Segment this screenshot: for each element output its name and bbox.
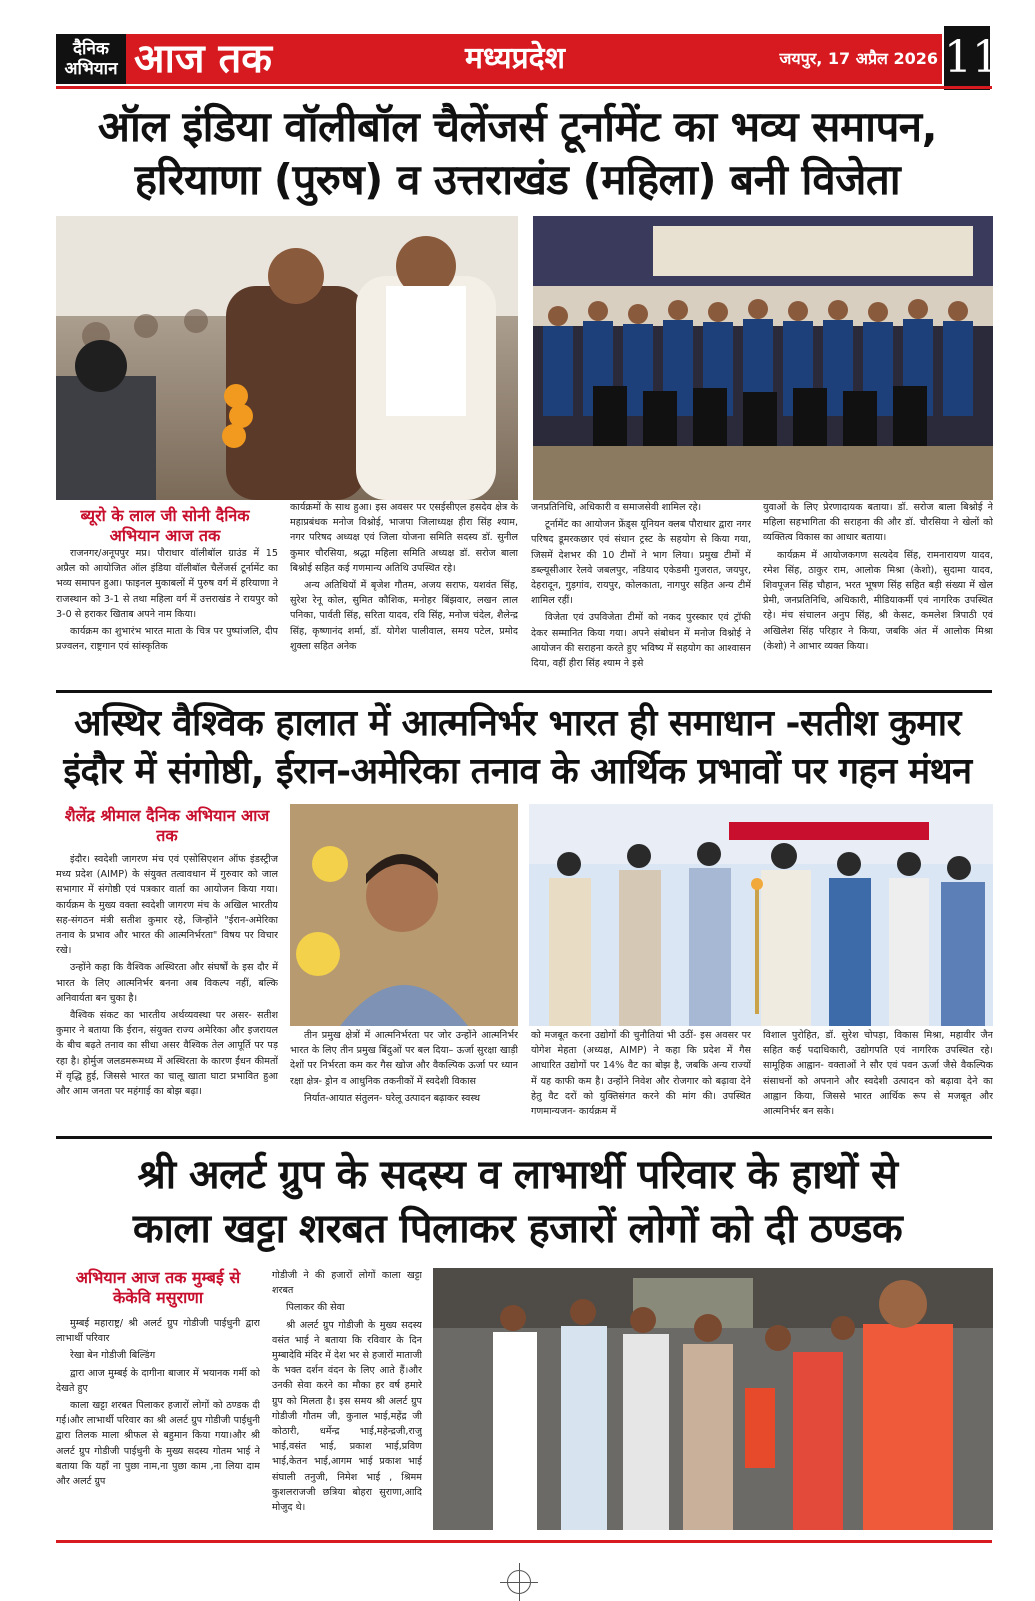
story2-col1-para3: वैश्विक संकट का भारतीय अर्थव्यवस्था पर असर- सतीश कुमार ने बताया कि ईरान, संयुक्त राज्य अमेरिका और इजरायल के बीच बढ़ते तनाव का सीधा असर वैश्विक तेल आपूर्ति पर पड़ रहा है। होर्मुज जलडमरूमध्य में अस्थिरता के कारण ईंधन कीमतों में वृद्धि हुई, जिससे भारत का चालू खाता घाटा प्रभावित हुआ और आम जनता पर महंगाई का बोझ बढ़ा। bbox=[56, 1010, 278, 1098]
story2-col2-para2: निर्यात-आयात संतुलन- घरेलू उत्पादन बढ़ाकर स्वस्थ bbox=[304, 1092, 481, 1104]
story1-col1-para1: राजनगर/अनूपपुर मप्र। पौराधार वॉलीबॉल ग्राउंड में 15 अप्रैल को आयोजित ऑल इंडिया वॉलीबॉल चैलेंजर्स टूर्नामेंट का भव्य समापन हुआ। फाइनल मुकाबलों में पुरुष वर्ग में हरियाणा ने राजस्थान को 3-1 से तथा महिला वर्ग में उत्तराखंड ने रायपुर को 3-0 से हराकर खिताब अपने नाम किया। bbox=[56, 548, 278, 620]
story3-column-2 bbox=[272, 1268, 422, 1536]
story1-col4-para2: कार्यक्रम में आयोजकगण सत्यदेव सिंह, रामनारायण यादव, रमेश सिंह, ठाकुर राम, आलोक मिश्रा (केशो), सुदामा यादव, शिवपूजन सिंह चौहान, भरत भूषण सिंह सहित बड़ी संख्या में खेल प्रेमी, जनप्रतिनिधि, अधिकारी, मीडियाकर्मी एवं नागरिक उपस्थित रहे। मंच संचालन अनुप सिंह, श्री केसट, कमलेश त्रिपाठी एवं अखिलेश सिंह परिहार ने किया, जबकि अंत में आलोक मिश्रा (केशो) ने आभार व्यक्त किया। bbox=[763, 549, 993, 652]
story1-headline bbox=[40, 100, 995, 210]
story1-headline-line1: ऑल इंडिया वॉलीबॉल चैलेंजर्स टूर्नामेंट का भव्य समापन, bbox=[97, 102, 938, 151]
story2-col3-para1: को मजबूत करना उद्योगों की चुनौतियां भी उठीं- इस अवसर पर योगेश मेहता (अध्यक्ष, AIMP) ने कहा कि प्रदेश में गैस आधारित उद्योगों पर 14% वैट का बोझ है, जबकि अन्य राज्यों में यह काफी कम है। उन्होंने निवेश और रोजगार को बढ़ावा देने हेतु वैट दरों को युक्तिसंगत करने की मांग की। उपस्थित गणमान्यजन- कार्यक्रम में bbox=[531, 1030, 751, 1118]
story2-byline: शैलेंद्र श्रीमाल दैनिक अभियान आज तक bbox=[64, 806, 270, 845]
story3-col2-para1: गोडीजी ने की हजारों लोगों काला खट्टा शरबत bbox=[272, 1270, 422, 1297]
story1-column-4 bbox=[763, 500, 993, 686]
story2-column-1 bbox=[56, 852, 278, 1132]
story2-column-4 bbox=[763, 1028, 993, 1132]
story2-col1-para2: उन्होंने कहा कि वैश्विक अस्थिरता और संघर्षों के इस दौर में भारत के लिए आत्मनिर्भर बनना अब विकल्प नहीं, बल्कि अनिवार्यता बन चुका है। bbox=[56, 962, 278, 1004]
story1-byline: ब्यूरो के लाल जी सोनी दैनिक अभियान आज तक bbox=[80, 506, 250, 545]
story1-photo-felicitation-art bbox=[56, 216, 518, 500]
story2-headline-line2: इंदौर में संगोष्ठी, ईरान-अमेरिका तनाव के आर्थिक प्रभावों पर गहन मंथन bbox=[63, 751, 972, 792]
story2-photo-portrait bbox=[290, 804, 518, 1026]
story1-col3-para3: विजेता एवं उपविजेता टीमों को नकद पुरस्कार एवं ट्रॉफी देकर सम्मानित किया गया। अपने संबोधन में मनोज विश्नोई ने आयोजन की सराहना करते हुए भविष्य में सहयोग का आश्वासन दिया, वहीं हीरा सिंह श्याम ने इसे bbox=[531, 612, 751, 670]
page-number: 11 bbox=[944, 26, 990, 90]
story3-headline-line1: श्री अलर्ट ग्रुप के सदस्य व लाभार्थी परिवार के हाथों से bbox=[137, 1152, 898, 1198]
story1-col2-para1: कार्यक्रमों के साथ हुआ। इस अवसर पर एसईसीएल हसदेव क्षेत्र के महाप्रबंधक मनोज विश्नोई, भाजपा जिलाध्यक्ष हीरा सिंह श्याम, नगर परिषद अध्यक्ष एवं जिला योजना समिति सदस्य डॉ. सुनील कुमार चौरसिया, श्रद्धा महिला समिति अध्यक्ष डॉ. सरोज बाला बिश्नोई सहित कई गणमान्य अतिथि उपस्थित रहे। bbox=[290, 502, 518, 574]
story3-photo-group-art bbox=[433, 1268, 993, 1530]
masthead-rule bbox=[56, 86, 992, 89]
story2-col2-para1: तीन प्रमुख क्षेत्रों में आत्मनिर्भरता पर जोर उन्होंने आत्मनिर्भर भारत के लिए तीन प्रमुख बिंदुओं पर बल दिया– ऊर्जा सुरक्षा खाड़ी देशों पर निर्भरता कम कर गैस खोज और वैकल्पिक ऊर्जा पर ध्यान रक्षा क्षेत्र- ड्रोन व आधुनिक तकनीकों में स्वदेशी विकास bbox=[290, 1030, 518, 1087]
story3-photo-group bbox=[433, 1268, 993, 1530]
registration-mark-icon bbox=[507, 1570, 531, 1594]
story2-photo-event-art bbox=[529, 804, 993, 1026]
story3-col1-para3: द्वारा आज मुम्बई के दागीना बाजार में भयानक गर्मी को देखते हुए bbox=[56, 1367, 260, 1394]
story1-photo-felicitation bbox=[56, 216, 518, 500]
story1-headline-line2: हरियाणा (पुरुष) व उत्तराखंड (महिला) बनी विजेता bbox=[134, 155, 901, 204]
story3-byline: अभियान आज तक मुम्बई से केकेवि मसुराणा bbox=[75, 1268, 241, 1307]
story1-col1-para2: कार्यक्रम का शुभारंभ भारत माता के चित्र पर पुष्पांजलि, दीप प्रज्वलन, राष्ट्रगान एवं सांस्कृतिक bbox=[56, 626, 278, 653]
masthead-brand: आज तक bbox=[134, 35, 273, 82]
story1-col2-para2: अन्य अतिथियों में बृजेश गौतम, अजय सराफ, यशवंत सिंह, सुरेश रेनू कोल, सुमित कौशिक, मनोहर बिंझवार, लखन लाल पनिका, पार्वती सिंह, सरिता यादव, रवि सिंह, मनोज चंदेल, शैलेन्द्र सिंह, कृष्णानंद शर्मा, डॉ. योगेश पालीवाल, समय पटेल, प्रमोद शुक्ला सहित अनेक bbox=[290, 580, 518, 652]
story1-column-3 bbox=[531, 500, 751, 686]
story1-col4-para1: युवाओं के लिए प्रेरणादायक बताया। डॉ. सरोज बाला बिश्नोई ने महिला सहभागिता की सराहना की और डॉ. चौरसिया ने खेलों को व्यक्तित्व विकास का आधार बताया। bbox=[763, 502, 993, 544]
story3-column-1 bbox=[56, 1316, 260, 1536]
story3-col1-para2: रेखा बेन गोडीजी बिल्डिंग bbox=[70, 1350, 156, 1362]
story1-photo-team-art bbox=[533, 216, 993, 500]
story1-column-1 bbox=[56, 546, 278, 686]
story2-col1-para1: इंदौर। स्वदेशी जागरण मंच एवं एसोसिएशन ऑफ इंडस्ट्रीज मध्य प्रदेश (AIMP) के संयुक्त तत्वावधान में गुरुवार को जाल सभागार में संगोष्ठी एवं पत्रकार वार्ता का आयोजन किया गया। कार्यक्रम के मुख्य वक्ता स्वदेशी जागरण मंच के अखिल भारतीय सह-संगठन मंत्री सतीश कुमार रहे, जिन्होंने "ईरान-अमेरिका तनाव के प्रभाव और भारत की आत्मनिर्भरता" विषय पर विचार रखे। bbox=[56, 854, 278, 957]
story2-column-3 bbox=[531, 1028, 751, 1132]
story2-photo-portrait-art bbox=[290, 804, 518, 1026]
masthead-logo: दैनिक अभियान bbox=[56, 34, 126, 84]
masthead-dateline: जयपुर, 17 अप्रैल 2026 bbox=[779, 49, 938, 68]
story1-photo-team bbox=[533, 216, 993, 500]
story3-col1-para1: मुम्बई महाराष्ट्र/ श्री अलर्ट ग्रुप गोडीजी पाईधुनी द्वारा लाभार्थी परिवार bbox=[56, 1318, 260, 1345]
story1-col3-para1: जनप्रतिनिधि, अधिकारी व समाजसेवी शामिल रहे। bbox=[531, 502, 702, 513]
story-divider-2 bbox=[56, 1136, 992, 1139]
story-divider-1 bbox=[56, 690, 992, 693]
story1-col3-para2: टूर्नामेंट का आयोजन फ्रेंड्स यूनियन क्लब पौराधार द्वारा नगर परिषद डूमरकछार एवं संधान ट्रस्ट के सहयोग से किया गया, जिसमें देशभर की 10 टीमों ने भाग लिया। प्रमुख टीमों में डब्ल्यूसीआर रेलवे जबलपुर, नडियाद एकेडमी गुजरात, जयपुर, देहरादून, गुड़गांव, रायपुर, कोलकाता, नागपुर सहित अन्य टीमें शामिल रहीं। bbox=[531, 519, 751, 607]
story3-col2-para2: पिलाकर की सेवा bbox=[286, 1302, 345, 1314]
bottom-rule bbox=[56, 1540, 992, 1543]
story2-column-2 bbox=[290, 1028, 518, 1132]
story2-headline-line1: अस्थिर वैश्विक हालात में आत्मनिर्भर भारत ही समाधान -सतीश कुमार bbox=[74, 703, 961, 744]
story3-headline-line2: काला खट्टा शरबत पिलाकर हजारों लोगों को दी ठण्डक bbox=[132, 1206, 903, 1252]
masthead-state: मध्यप्रदेश bbox=[464, 41, 566, 76]
story3-headline bbox=[40, 1148, 995, 1260]
story1-column-2 bbox=[290, 500, 518, 686]
story3-col2-para3: श्री अलर्ट ग्रुप गोडीजी के मुख्य सदस्य वसंत भाई ने बताया कि रविवार के दिन मुम्बादेवि मंदिर में देश भर से हजारों माताजी के भक्त दर्शन वंदन के लिए आते हैं।और उनकी सेवा करने का मौका हर वर्ष हमारे ग्रुप को मिलता है। इस समय श्री अलर्ट ग्रुप गोडीजी गौतम जी, कुनाल भाई,महेंद्र जी कोठारी, धर्मेन्द्र भाई,महेन्द्रजी,राजु भाई,वसंत भाई, प्रकाश भाई,प्रविण भाई,केतन भाई,आगम भाई प्रकाश भाई संघाली तनुजी, निमेश भाई , श्रिमम कुशलराजजी छत्रिया बोहरा सुराणा,आदि मोजुद थे। bbox=[272, 1319, 422, 1514]
story3-col1-para4: काला खट्टा शरबत पिलाकर हजारों लोगों को ठण्डक दी गई।और लाभार्थी परिवार का श्री अलर्ट ग्रुप गोडीजी पाईधुनी द्वारा तिलक माला श्रीफल से बहुमान किया गया।और श्री अलर्ट ग्रुप गोडीजी पाईधुनी के मुख्य सदस्य गोतम भाई ने बताया कि यहाँ ना पुछा नाम,ना पुछा काम ,ना लिया दाम और अलर्ट ग्रुप bbox=[56, 1400, 260, 1488]
story2-photo-event bbox=[529, 804, 993, 1026]
story2-headline bbox=[40, 700, 995, 800]
story2-col4-para1: विशाल पुरोहित, डॉ. सुरेश चोपड़ा, विकास मिश्रा, महावीर जैन सहित कई पदाधिकारी, उद्योगपति एवं नागरिक उपस्थित रहे। सामूहिक आह्वान- वक्ताओं ने सौर एवं पवन ऊर्जा जैसे वैकल्पिक संसाधनों को अपनाने और स्वदेशी उत्पादन को बढ़ावा देने का आह्वान किया, जिससे भारत आर्थिक रूप से मजबूत और आत्मनिर्भर बन सके। bbox=[763, 1030, 993, 1118]
